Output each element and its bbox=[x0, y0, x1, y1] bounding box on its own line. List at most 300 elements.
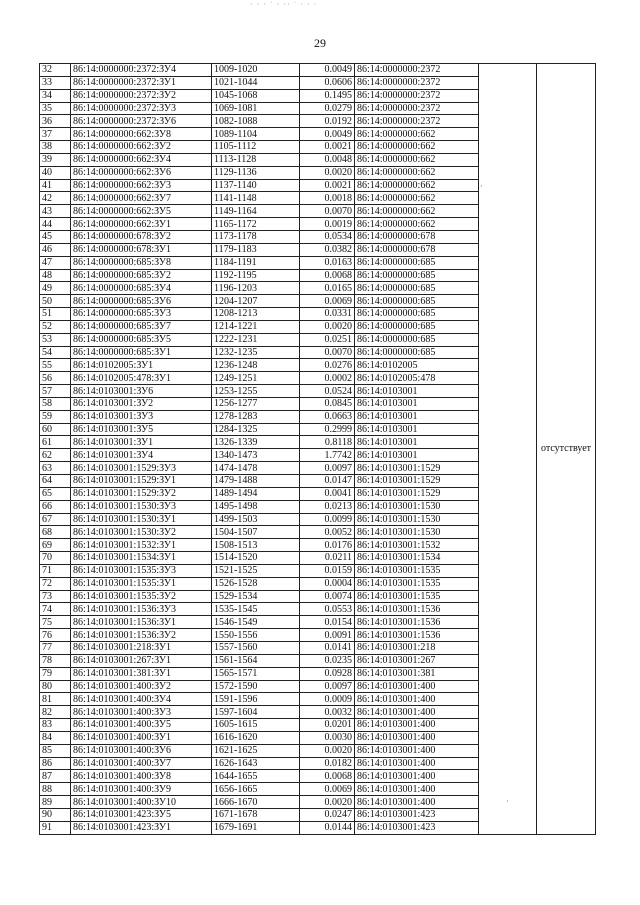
parent-cadastral-number: 86:14:0103001:218 bbox=[355, 641, 479, 654]
parent-cadastral-number: 86:14:0103001:423 bbox=[355, 821, 479, 834]
row-number: 91 bbox=[40, 821, 71, 834]
parent-cadastral-number: 86:14:0103001:400 bbox=[355, 706, 479, 719]
plot-code: 86:14:0103001:400:ЗУ10 bbox=[71, 796, 212, 809]
plot-code: 86:14:0000000:685:ЗУ6 bbox=[71, 295, 212, 308]
row-number: 32 bbox=[40, 64, 71, 77]
plot-area: 0.0052 bbox=[300, 526, 355, 539]
parent-cadastral-number: 86:14:0103001:400 bbox=[355, 796, 479, 809]
row-number: 64 bbox=[40, 475, 71, 488]
point-range: 1656-1665 bbox=[212, 783, 300, 796]
row-number: 90 bbox=[40, 808, 71, 821]
plot-area: 0.0041 bbox=[300, 487, 355, 500]
parent-cadastral-number: 86:14:0103001:1532 bbox=[355, 539, 479, 552]
plot-code: 86:14:0000000:2372:ЗУ4 bbox=[71, 64, 212, 77]
plot-area: 0.0276 bbox=[300, 359, 355, 372]
point-range: 1557-1560 bbox=[212, 641, 300, 654]
plot-area: 0.0163 bbox=[300, 256, 355, 269]
empty-column bbox=[479, 64, 537, 835]
row-number: 45 bbox=[40, 230, 71, 243]
row-number: 84 bbox=[40, 731, 71, 744]
point-range: 1129-1136 bbox=[212, 166, 300, 179]
point-range: 1278-1283 bbox=[212, 410, 300, 423]
point-range: 1535-1545 bbox=[212, 603, 300, 616]
plot-area: 0.0235 bbox=[300, 654, 355, 667]
point-range: 1284-1325 bbox=[212, 423, 300, 436]
plot-code: 86:14:0000000:685:ЗУ5 bbox=[71, 333, 212, 346]
point-range: 1626-1643 bbox=[212, 757, 300, 770]
point-range: 1479-1488 bbox=[212, 475, 300, 488]
plot-code: 86:14:0000000:685:ЗУ4 bbox=[71, 282, 212, 295]
table-row bbox=[40, 64, 596, 77]
parent-cadastral-number: 86:14:0000000:685 bbox=[355, 333, 479, 346]
plot-area: 0.0141 bbox=[300, 641, 355, 654]
row-number: 61 bbox=[40, 436, 71, 449]
scan-artifact: · · · ˙ · ·· ˙ · · · bbox=[250, 0, 318, 9]
parent-cadastral-number: 86:14:0103001:1530 bbox=[355, 500, 479, 513]
plot-area: 0.0182 bbox=[300, 757, 355, 770]
plot-area: 0.0032 bbox=[300, 706, 355, 719]
plot-code: 86:14:0000000:685:ЗУ2 bbox=[71, 269, 212, 282]
point-range: 1113-1128 bbox=[212, 153, 300, 166]
plot-area: 0.0021 bbox=[300, 141, 355, 154]
plot-code: 86:14:0103001:ЗУ3 bbox=[71, 410, 212, 423]
row-number: 68 bbox=[40, 526, 71, 539]
point-range: 1141-1148 bbox=[212, 192, 300, 205]
plot-code: 86:14:0103001:1534:ЗУ1 bbox=[71, 552, 212, 565]
plot-area: 0.0192 bbox=[300, 115, 355, 128]
parent-cadastral-number: 86:14:0103001:381 bbox=[355, 667, 479, 680]
row-number: 70 bbox=[40, 552, 71, 565]
row-number: 86 bbox=[40, 757, 71, 770]
plot-code: 86:14:0000000:685:ЗУ3 bbox=[71, 308, 212, 321]
plot-code: 86:14:0103001:400:ЗУ3 bbox=[71, 706, 212, 719]
plot-code: 86:14:0000000:662:ЗУ3 bbox=[71, 179, 212, 192]
plot-code: 86:14:0103001:400:ЗУ2 bbox=[71, 680, 212, 693]
land-plot-table bbox=[39, 63, 596, 835]
parent-cadastral-number: 86:14:0103001 bbox=[355, 436, 479, 449]
plot-code: 86:14:0103001:1536:ЗУ3 bbox=[71, 603, 212, 616]
plot-area: 0.0165 bbox=[300, 282, 355, 295]
row-number: 34 bbox=[40, 89, 71, 102]
parent-cadastral-number: 86:14:0000000:662 bbox=[355, 128, 479, 141]
parent-cadastral-number: 86:14:0103001:400 bbox=[355, 693, 479, 706]
parent-cadastral-number: 86:14:0103001 bbox=[355, 385, 479, 398]
parent-cadastral-number: 86:14:0103001:400 bbox=[355, 757, 479, 770]
row-number: 65 bbox=[40, 487, 71, 500]
plot-code: 86:14:0103001:400:ЗУ1 bbox=[71, 731, 212, 744]
plot-area: 0.1495 bbox=[300, 89, 355, 102]
plot-area: 0.0144 bbox=[300, 821, 355, 834]
parent-cadastral-number: 86:14:0000000:2372 bbox=[355, 89, 479, 102]
point-range: 1605-1615 bbox=[212, 719, 300, 732]
plot-area: 0.0331 bbox=[300, 308, 355, 321]
point-range: 1184-1191 bbox=[212, 256, 300, 269]
point-range: 1550-1556 bbox=[212, 629, 300, 642]
plot-area: 0.0019 bbox=[300, 218, 355, 231]
plot-area: 0.0002 bbox=[300, 372, 355, 385]
row-number: 87 bbox=[40, 770, 71, 783]
point-range: 1572-1590 bbox=[212, 680, 300, 693]
point-range: 1082-1088 bbox=[212, 115, 300, 128]
parent-cadastral-number: 86:14:0103001 bbox=[355, 410, 479, 423]
plot-area: 0.0020 bbox=[300, 320, 355, 333]
plot-code: 86:14:0103001:423:ЗУ1 bbox=[71, 821, 212, 834]
parent-cadastral-number: 86:14:0000000:685 bbox=[355, 308, 479, 321]
parent-cadastral-number: 86:14:0103001:1536 bbox=[355, 603, 479, 616]
plot-code: 86:14:0103001:1530:ЗУ1 bbox=[71, 513, 212, 526]
point-range: 1679-1691 bbox=[212, 821, 300, 834]
point-range: 1514-1520 bbox=[212, 552, 300, 565]
point-range: 1529-1534 bbox=[212, 590, 300, 603]
parent-cadastral-number: 86:14:0103001:267 bbox=[355, 654, 479, 667]
point-range: 1671-1678 bbox=[212, 808, 300, 821]
plot-code: 86:14:0103001:400:ЗУ6 bbox=[71, 744, 212, 757]
parent-cadastral-number: 86:14:0102005 bbox=[355, 359, 479, 372]
row-number: 59 bbox=[40, 410, 71, 423]
plot-area: 0.0020 bbox=[300, 796, 355, 809]
point-range: 1499-1503 bbox=[212, 513, 300, 526]
point-range: 1009-1020 bbox=[212, 64, 300, 77]
plot-code: 86:14:0000000:662:ЗУ8 bbox=[71, 128, 212, 141]
row-number: 52 bbox=[40, 320, 71, 333]
point-range: 1326-1339 bbox=[212, 436, 300, 449]
plot-area: 0.0021 bbox=[300, 179, 355, 192]
plot-code: 86:14:0103001:1530:ЗУ3 bbox=[71, 500, 212, 513]
point-range: 1504-1507 bbox=[212, 526, 300, 539]
parent-cadastral-number: 86:14:0103001:400 bbox=[355, 783, 479, 796]
row-number: 81 bbox=[40, 693, 71, 706]
plot-area: 0.0049 bbox=[300, 128, 355, 141]
plot-area: 0.0020 bbox=[300, 166, 355, 179]
plot-area: 0.0068 bbox=[300, 269, 355, 282]
plot-code: 86:14:0103001:1535:ЗУ1 bbox=[71, 577, 212, 590]
point-range: 1474-1478 bbox=[212, 462, 300, 475]
plot-area: 0.0068 bbox=[300, 770, 355, 783]
point-range: 1204-1207 bbox=[212, 295, 300, 308]
plot-code: 86:14:0103001:ЗУ2 bbox=[71, 397, 212, 410]
row-number: 80 bbox=[40, 680, 71, 693]
parent-cadastral-number: 86:14:0103001:1529 bbox=[355, 462, 479, 475]
plot-area: 0.8118 bbox=[300, 436, 355, 449]
plot-code: 86:14:0102005:ЗУ1 bbox=[71, 359, 212, 372]
point-range: 1526-1528 bbox=[212, 577, 300, 590]
point-range: 1089-1104 bbox=[212, 128, 300, 141]
plot-code: 86:14:0103001:ЗУ1 bbox=[71, 436, 212, 449]
point-range: 1256-1277 bbox=[212, 397, 300, 410]
plot-area: 0.0074 bbox=[300, 590, 355, 603]
plot-area: 0.0534 bbox=[300, 230, 355, 243]
plot-code: 86:14:0103001:ЗУ6 bbox=[71, 385, 212, 398]
point-range: 1105-1112 bbox=[212, 141, 300, 154]
row-number: 38 bbox=[40, 141, 71, 154]
plot-area: 0.0176 bbox=[300, 539, 355, 552]
point-range: 1196-1203 bbox=[212, 282, 300, 295]
row-number: 67 bbox=[40, 513, 71, 526]
plot-area: 0.0279 bbox=[300, 102, 355, 115]
plot-area: 0.0247 bbox=[300, 808, 355, 821]
point-range: 1236-1248 bbox=[212, 359, 300, 372]
plot-code: 86:14:0103001:267:ЗУ1 bbox=[71, 654, 212, 667]
point-range: 1591-1596 bbox=[212, 693, 300, 706]
point-range: 1616-1620 bbox=[212, 731, 300, 744]
plot-code: 86:14:0103001:ЗУ4 bbox=[71, 449, 212, 462]
parent-cadastral-number: 86:14:0103001:400 bbox=[355, 680, 479, 693]
plot-code: 86:14:0103001:423:ЗУ5 bbox=[71, 808, 212, 821]
plot-area: 0.0097 bbox=[300, 462, 355, 475]
row-number: 69 bbox=[40, 539, 71, 552]
parent-cadastral-number: 86:14:0103001:1530 bbox=[355, 526, 479, 539]
point-range: 1232-1235 bbox=[212, 346, 300, 359]
row-number: 54 bbox=[40, 346, 71, 359]
row-number: 36 bbox=[40, 115, 71, 128]
row-number: 74 bbox=[40, 603, 71, 616]
plot-area: 0.0069 bbox=[300, 783, 355, 796]
table-body bbox=[40, 64, 596, 835]
point-range: 1222-1231 bbox=[212, 333, 300, 346]
row-number: 77 bbox=[40, 641, 71, 654]
row-number: 72 bbox=[40, 577, 71, 590]
point-range: 1521-1525 bbox=[212, 564, 300, 577]
plot-area: 0.0070 bbox=[300, 205, 355, 218]
row-number: 39 bbox=[40, 153, 71, 166]
plot-code: 86:14:0000000:662:ЗУ5 bbox=[71, 205, 212, 218]
plot-code: 86:14:0000000:2372:ЗУ1 bbox=[71, 76, 212, 89]
row-number: 58 bbox=[40, 397, 71, 410]
plot-area: 0.2999 bbox=[300, 423, 355, 436]
parent-cadastral-number: 86:14:0000000:2372 bbox=[355, 76, 479, 89]
plot-area: 0.0091 bbox=[300, 629, 355, 642]
plot-code: 86:14:0103001:400:ЗУ7 bbox=[71, 757, 212, 770]
point-range: 1508-1513 bbox=[212, 539, 300, 552]
plot-area: 0.0099 bbox=[300, 513, 355, 526]
parent-cadastral-number: 86:14:0103001:1535 bbox=[355, 590, 479, 603]
plot-area: 0.0201 bbox=[300, 719, 355, 732]
row-number: 71 bbox=[40, 564, 71, 577]
row-number: 42 bbox=[40, 192, 71, 205]
plot-area: 0.0524 bbox=[300, 385, 355, 398]
plot-area: 0.0606 bbox=[300, 76, 355, 89]
row-number: 89 bbox=[40, 796, 71, 809]
plot-code: 86:14:0103001:400:ЗУ8 bbox=[71, 770, 212, 783]
parent-cadastral-number: 86:14:0000000:662 bbox=[355, 141, 479, 154]
row-number: 44 bbox=[40, 218, 71, 231]
point-range: 1597-1604 bbox=[212, 706, 300, 719]
plot-area: 0.0004 bbox=[300, 577, 355, 590]
point-range: 1621-1625 bbox=[212, 744, 300, 757]
plot-code: 86:14:0000000:2372:ЗУ2 bbox=[71, 89, 212, 102]
plot-area: 0.0663 bbox=[300, 410, 355, 423]
parent-cadastral-number: 86:14:0103001:1530 bbox=[355, 513, 479, 526]
row-number: 66 bbox=[40, 500, 71, 513]
parent-cadastral-number: 86:14:0000000:685 bbox=[355, 269, 479, 282]
row-number: 33 bbox=[40, 76, 71, 89]
row-number: 75 bbox=[40, 616, 71, 629]
point-range: 1340-1473 bbox=[212, 449, 300, 462]
parent-cadastral-number: 86:14:0000000:685 bbox=[355, 320, 479, 333]
plot-area: 0.0211 bbox=[300, 552, 355, 565]
row-number: 49 bbox=[40, 282, 71, 295]
row-number: 88 bbox=[40, 783, 71, 796]
plot-code: 86:14:0000000:662:ЗУ7 bbox=[71, 192, 212, 205]
parent-cadastral-number: 86:14:0000000:685 bbox=[355, 346, 479, 359]
plot-code: 86:14:0103001:ЗУ5 bbox=[71, 423, 212, 436]
stray-mark: · bbox=[506, 797, 509, 806]
plot-code: 86:14:0103001:1535:ЗУ3 bbox=[71, 564, 212, 577]
plot-area: 0.0097 bbox=[300, 680, 355, 693]
plot-code: 86:14:0103001:400:ЗУ9 bbox=[71, 783, 212, 796]
parent-cadastral-number: 86:14:0000000:678 bbox=[355, 243, 479, 256]
plot-area: 0.0009 bbox=[300, 693, 355, 706]
row-number: 85 bbox=[40, 744, 71, 757]
plot-code: 86:14:0102005:478:ЗУ1 bbox=[71, 372, 212, 385]
point-range: 1253-1255 bbox=[212, 385, 300, 398]
point-range: 1165-1172 bbox=[212, 218, 300, 231]
parent-cadastral-number: 86:14:0000000:685 bbox=[355, 282, 479, 295]
parent-cadastral-number: 86:14:0103001:400 bbox=[355, 770, 479, 783]
point-range: 1666-1670 bbox=[212, 796, 300, 809]
row-number: 47 bbox=[40, 256, 71, 269]
point-range: 1249-1251 bbox=[212, 372, 300, 385]
parent-cadastral-number: 86:14:0103001:1536 bbox=[355, 616, 479, 629]
point-range: 1561-1564 bbox=[212, 654, 300, 667]
plot-code: 86:14:0103001:1536:ЗУ2 bbox=[71, 629, 212, 642]
parent-cadastral-number: 86:14:0103001 bbox=[355, 397, 479, 410]
plot-code: 86:14:0000000:685:ЗУ8 bbox=[71, 256, 212, 269]
point-range: 1179-1183 bbox=[212, 243, 300, 256]
point-range: 1173-1178 bbox=[212, 230, 300, 243]
plot-code: 86:14:0103001:1532:ЗУ1 bbox=[71, 539, 212, 552]
row-number: 60 bbox=[40, 423, 71, 436]
row-number: 46 bbox=[40, 243, 71, 256]
parent-cadastral-number: 86:14:0103001:1529 bbox=[355, 475, 479, 488]
plot-code: 86:14:0103001:1530:ЗУ2 bbox=[71, 526, 212, 539]
row-number: 50 bbox=[40, 295, 71, 308]
plot-code: 86:14:0103001:218:ЗУ1 bbox=[71, 641, 212, 654]
plot-area: 0.0213 bbox=[300, 500, 355, 513]
plot-code: 86:14:0000000:678:ЗУ1 bbox=[71, 243, 212, 256]
plot-area: 0.0251 bbox=[300, 333, 355, 346]
parent-cadastral-number: 86:14:0000000:685 bbox=[355, 256, 479, 269]
point-range: 1021-1044 bbox=[212, 76, 300, 89]
plot-code: 86:14:0000000:2372:ЗУ6 bbox=[71, 115, 212, 128]
parent-cadastral-number: 86:14:0000000:2372 bbox=[355, 102, 479, 115]
parent-cadastral-number: 86:14:0103001:400 bbox=[355, 744, 479, 757]
plot-area: 0.0020 bbox=[300, 744, 355, 757]
parent-cadastral-number: 86:14:0103001:1534 bbox=[355, 552, 479, 565]
plot-code: 86:14:0000000:685:ЗУ7 bbox=[71, 320, 212, 333]
row-number: 83 bbox=[40, 719, 71, 732]
plot-code: 86:14:0000000:662:ЗУ6 bbox=[71, 166, 212, 179]
plot-code: 86:14:0000000:662:ЗУ4 bbox=[71, 153, 212, 166]
parent-cadastral-number: 86:14:0102005:478 bbox=[355, 372, 479, 385]
plot-area: 0.0070 bbox=[300, 346, 355, 359]
row-number: 82 bbox=[40, 706, 71, 719]
row-number: 48 bbox=[40, 269, 71, 282]
plot-code: 86:14:0103001:400:ЗУ5 bbox=[71, 719, 212, 732]
point-range: 1192-1195 bbox=[212, 269, 300, 282]
parent-cadastral-number: 86:14:0103001:423 bbox=[355, 808, 479, 821]
plot-code: 86:14:0103001:1529:ЗУ3 bbox=[71, 462, 212, 475]
row-number: 51 bbox=[40, 308, 71, 321]
point-range: 1565-1571 bbox=[212, 667, 300, 680]
plot-area: 0.0030 bbox=[300, 731, 355, 744]
parent-cadastral-number: 86:14:0103001:1536 bbox=[355, 629, 479, 642]
plot-code: 86:14:0103001:1535:ЗУ2 bbox=[71, 590, 212, 603]
parent-cadastral-number: 86:14:0000000:685 bbox=[355, 295, 479, 308]
plot-area: 1.7742 bbox=[300, 449, 355, 462]
point-range: 1489-1494 bbox=[212, 487, 300, 500]
row-number: 79 bbox=[40, 667, 71, 680]
parent-cadastral-number: 86:14:0103001 bbox=[355, 423, 479, 436]
row-number: 41 bbox=[40, 179, 71, 192]
point-range: 1069-1081 bbox=[212, 102, 300, 115]
plot-area: 0.0553 bbox=[300, 603, 355, 616]
plot-code: 86:14:0000000:662:ЗУ1 bbox=[71, 218, 212, 231]
point-range: 1137-1140 bbox=[212, 179, 300, 192]
plot-area: 0.0049 bbox=[300, 64, 355, 77]
row-number: 63 bbox=[40, 462, 71, 475]
parent-cadastral-number: 86:14:0103001:400 bbox=[355, 719, 479, 732]
row-number: 78 bbox=[40, 654, 71, 667]
parent-cadastral-number: 86:14:0000000:2372 bbox=[355, 115, 479, 128]
plot-area: 0.0018 bbox=[300, 192, 355, 205]
row-number: 35 bbox=[40, 102, 71, 115]
point-range: 1208-1213 bbox=[212, 308, 300, 321]
page-number: 29 bbox=[314, 36, 326, 50]
row-number: 43 bbox=[40, 205, 71, 218]
plot-area: 0.0147 bbox=[300, 475, 355, 488]
plot-code: 86:14:0000000:2372:ЗУ3 bbox=[71, 102, 212, 115]
plot-area: 0.0382 bbox=[300, 243, 355, 256]
stray-mark: · bbox=[480, 182, 483, 191]
plot-code: 86:14:0000000:678:ЗУ2 bbox=[71, 230, 212, 243]
parent-cadastral-number: 86:14:0000000:662 bbox=[355, 153, 479, 166]
point-range: 1495-1498 bbox=[212, 500, 300, 513]
parent-cadastral-number: 86:14:0103001 bbox=[355, 449, 479, 462]
parent-cadastral-number: 86:14:0103001:1535 bbox=[355, 564, 479, 577]
row-number: 53 bbox=[40, 333, 71, 346]
point-range: 1546-1549 bbox=[212, 616, 300, 629]
plot-code: 86:14:0103001:1529:ЗУ1 bbox=[71, 475, 212, 488]
plot-code: 86:14:0103001:381:ЗУ1 bbox=[71, 667, 212, 680]
point-range: 1214-1221 bbox=[212, 320, 300, 333]
parent-cadastral-number: 86:14:0103001:1535 bbox=[355, 577, 479, 590]
row-number: 56 bbox=[40, 372, 71, 385]
plot-area: 0.0928 bbox=[300, 667, 355, 680]
parent-cadastral-number: 86:14:0000000:662 bbox=[355, 192, 479, 205]
row-number: 73 bbox=[40, 590, 71, 603]
plot-code: 86:14:0000000:685:ЗУ1 bbox=[71, 346, 212, 359]
parent-cadastral-number: 86:14:0000000:662 bbox=[355, 205, 479, 218]
plot-area: 0.0154 bbox=[300, 616, 355, 629]
row-number: 55 bbox=[40, 359, 71, 372]
row-number: 76 bbox=[40, 629, 71, 642]
parent-cadastral-number: 86:14:0000000:662 bbox=[355, 179, 479, 192]
plot-code: 86:14:0000000:662:ЗУ2 bbox=[71, 141, 212, 154]
parent-cadastral-number: 86:14:0103001:1529 bbox=[355, 487, 479, 500]
row-number: 57 bbox=[40, 385, 71, 398]
row-number: 62 bbox=[40, 449, 71, 462]
point-range: 1045-1068 bbox=[212, 89, 300, 102]
plot-code: 86:14:0103001:1529:ЗУ2 bbox=[71, 487, 212, 500]
parent-cadastral-number: 86:14:0000000:2372 bbox=[355, 64, 479, 77]
row-number: 37 bbox=[40, 128, 71, 141]
parent-cadastral-number: 86:14:0000000:678 bbox=[355, 230, 479, 243]
plot-area: 0.0159 bbox=[300, 564, 355, 577]
point-range: 1149-1164 bbox=[212, 205, 300, 218]
parent-cadastral-number: 86:14:0000000:662 bbox=[355, 218, 479, 231]
parent-cadastral-number: 86:14:0103001:400 bbox=[355, 731, 479, 744]
